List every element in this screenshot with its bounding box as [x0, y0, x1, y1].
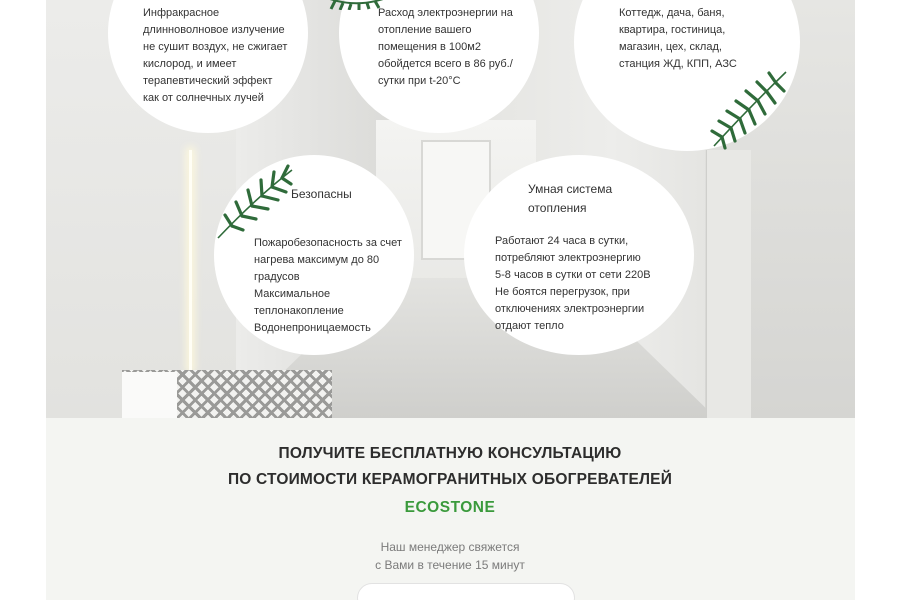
line: градусов — [254, 271, 300, 283]
line: Водонепроницаемость — [254, 322, 371, 334]
line: магазин, цех, склад, — [619, 41, 722, 53]
line: отопления — [528, 201, 587, 215]
feature-text — [619, 5, 789, 73]
line: как от солнечных лучей — [143, 92, 264, 104]
line: кислород, и имеет — [143, 58, 237, 70]
line: квартира, гостиница, — [619, 24, 726, 36]
line: 5-8 часов в сутки от сети 220В — [495, 269, 651, 281]
line: помещения в 100м2 — [378, 41, 481, 53]
line: Расход электроэнергии на — [378, 7, 513, 19]
feature-text — [378, 5, 543, 90]
feature-title — [528, 180, 648, 218]
phone-input[interactable] — [357, 583, 575, 600]
line: обойдется всего в 86 руб./ — [378, 58, 513, 70]
feature-text — [495, 233, 685, 335]
brand-name: ECOSTONE — [404, 499, 496, 516]
palm-leaf-icon — [706, 66, 792, 152]
line: нагрева максимум до 80 — [254, 254, 380, 266]
feature-text — [254, 235, 414, 337]
line: терапевтический эффект — [143, 75, 273, 87]
line: отключениях электроэнергии — [495, 303, 645, 315]
palm-leaf-icon — [212, 162, 294, 244]
line: Коттедж, дача, баня, — [619, 7, 725, 19]
feature-title: Безопасны — [291, 187, 352, 201]
line: Не боятся перегрузок, при — [495, 286, 630, 298]
light-strip — [189, 150, 192, 370]
line: станция ЖД, КПП, АЗС — [619, 58, 737, 70]
line: длинноволновое излучение — [143, 24, 285, 36]
cta-subtitle-line2: с Вами в течение 15 минут — [375, 558, 525, 572]
pillow — [122, 372, 177, 418]
line: теплонакопление — [254, 305, 344, 317]
cta-title-line2: ПО СТОИМОСТИ КЕРАМОГРАНИТНЫХ ОБОГРЕВАТЕЛЕЙ — [227, 471, 673, 488]
door-right — [706, 150, 751, 418]
line: отопление вашего — [378, 24, 472, 36]
line: Работают 24 часа в сутки, — [495, 235, 629, 247]
line: потребляют электроэнергию — [495, 252, 641, 264]
cta-subtitle-line1: Наш менеджер свяжется — [380, 540, 520, 554]
line: Пожаробезопасность за счет — [254, 237, 402, 249]
line: Максимальное — [254, 288, 331, 300]
feature-circle-smart — [464, 155, 694, 355]
line: отдают тепло — [495, 320, 564, 332]
feature-text — [143, 5, 318, 107]
line: сутки при t-20°C — [378, 75, 461, 87]
cta-title-line1: ПОЛУЧИТЕ БЕСПЛАТНУЮ КОНСУЛЬТАЦИЮ — [278, 445, 622, 462]
line: не сушит воздух, не сжигает — [143, 41, 288, 53]
line: Инфракрасное — [143, 7, 220, 19]
line: Умная система — [528, 182, 613, 196]
palm-leaf-icon — [325, 0, 385, 10]
